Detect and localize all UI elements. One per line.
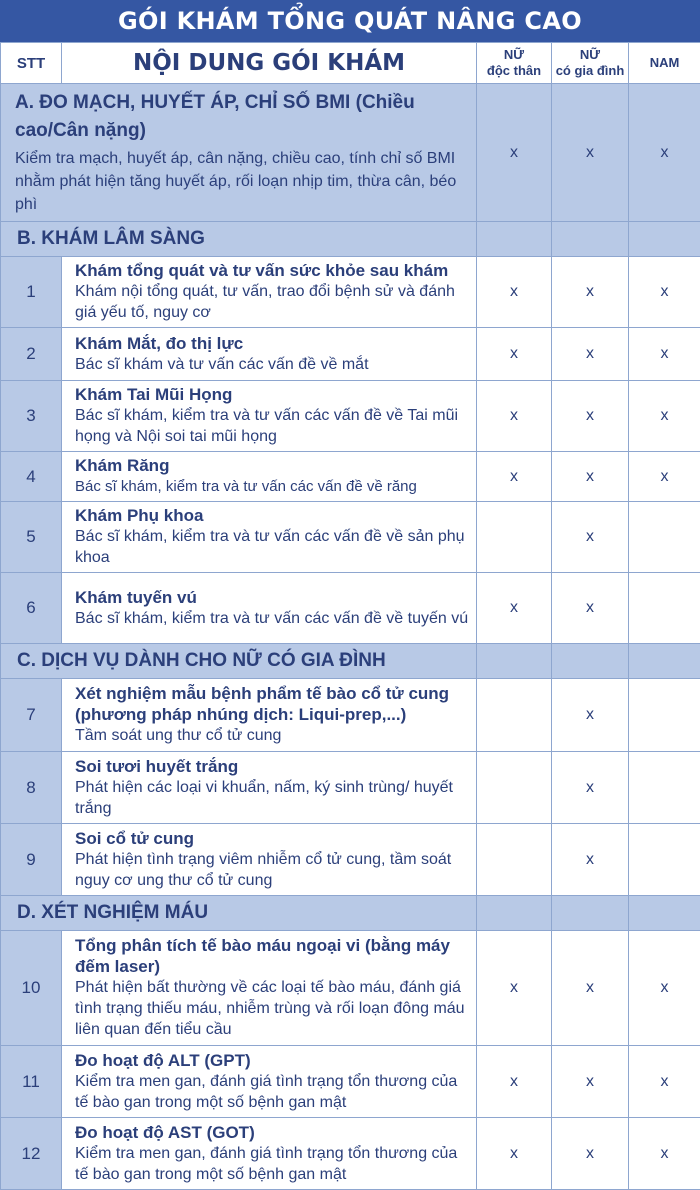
item-name: Khám Tai Mũi Họng	[75, 384, 472, 405]
item-desc: Kiểm tra men gan, đánh giá tình trạng tổn thương của tế bào gan trong một số bệnh gan mật	[75, 1071, 472, 1113]
mark-single-female: x	[477, 257, 552, 328]
table-row	[1, 573, 700, 644]
table-row	[1, 679, 700, 752]
mark-married-female: x	[552, 84, 629, 222]
section-d-blank	[552, 896, 629, 931]
mark-single-female	[477, 752, 552, 824]
row-number: 9	[1, 824, 62, 896]
mark-married-female: x	[552, 452, 629, 502]
table-row	[1, 931, 700, 1046]
section-d-blank	[629, 896, 700, 931]
mark-male	[629, 573, 700, 644]
item-name: Đo hoạt độ ALT (GPT)	[75, 1050, 472, 1071]
header-row	[1, 43, 700, 84]
item-name: Soi cổ tử cung	[75, 828, 472, 849]
section-a-cell	[1, 84, 477, 222]
mark-married-female: x	[552, 752, 629, 824]
item-name: Tổng phân tích tế bào máu ngoại vi (bằng máy đếm laser)	[75, 935, 472, 977]
item-desc: Bác sĩ khám và tư vấn các vấn đề về mắt	[75, 354, 472, 375]
section-c-blank	[552, 644, 629, 679]
section-d-row	[1, 896, 700, 931]
mark-married-female: x	[552, 1046, 629, 1118]
mark-male: x	[629, 381, 700, 452]
row-number: 7	[1, 679, 62, 752]
item-desc: Phát hiện tình trạng viêm nhiễm cổ tử cung, tầm soát nguy cơ ung thư cổ tử cung	[75, 849, 472, 891]
row-number: 11	[1, 1046, 62, 1118]
row-content	[62, 257, 477, 328]
mark-married-female: x	[552, 381, 629, 452]
row-number: 10	[1, 931, 62, 1046]
item-name: Soi tươi huyết trắng	[75, 756, 472, 777]
mark-married-female: x	[552, 679, 629, 752]
item-desc: Phát hiện các loại vi khuẩn, nấm, ký sinh trùng/ huyết trắng	[75, 777, 472, 819]
mark-single-female	[477, 502, 552, 573]
mark-single-female	[477, 679, 552, 752]
mark-single-female: x	[477, 328, 552, 381]
table-row	[1, 824, 700, 896]
mark-single-female: x	[477, 452, 552, 502]
row-content	[62, 1118, 477, 1190]
mark-male: x	[629, 84, 700, 222]
section-b-title: B. KHÁM LÂM SÀNG	[1, 222, 477, 257]
mark-married-female: x	[552, 1118, 629, 1190]
section-c-title: C. DỊCH VỤ DÀNH CHO NỮ CÓ GIA ĐÌNH	[1, 644, 477, 679]
mark-married-female: x	[552, 573, 629, 644]
item-desc: Bác sĩ khám, kiểm tra và tư vấn các vấn đề về Tai mũi họng và Nội soi tai mũi họng	[75, 405, 472, 447]
mark-married-female: x	[552, 502, 629, 573]
item-name: Đo hoạt độ AST (GOT)	[75, 1122, 472, 1143]
row-content	[62, 679, 477, 752]
table-row	[1, 1046, 700, 1118]
mark-male	[629, 824, 700, 896]
row-content	[62, 824, 477, 896]
row-content	[62, 381, 477, 452]
mark-single-female	[477, 824, 552, 896]
section-d-title: D. XÉT NGHIỆM MÁU	[1, 896, 477, 931]
mark-male	[629, 752, 700, 824]
row-number: 2	[1, 328, 62, 381]
row-content	[62, 1046, 477, 1118]
mark-male: x	[629, 452, 700, 502]
section-c-blank	[629, 644, 700, 679]
row-number: 6	[1, 573, 62, 644]
mark-married-female: x	[552, 328, 629, 381]
mark-single-female: x	[477, 381, 552, 452]
section-c-blank	[477, 644, 552, 679]
header-single-female-line2: độc thân	[477, 63, 551, 79]
row-number: 8	[1, 752, 62, 824]
mark-male: x	[629, 257, 700, 328]
item-desc: Bác sĩ khám, kiểm tra và tư vấn các vấn đề về răng	[75, 476, 472, 497]
item-desc: Kiểm tra men gan, đánh giá tình trạng tổn thương của tế bào gan trong một số bệnh gan mật	[75, 1143, 472, 1185]
header-single-female-line1: NỮ	[477, 47, 551, 63]
row-content	[62, 328, 477, 381]
mark-male	[629, 679, 700, 752]
row-content	[62, 752, 477, 824]
row-content	[62, 502, 477, 573]
item-desc: Bác sĩ khám, kiểm tra và tư vấn các vấn đề về tuyến vú	[75, 608, 472, 629]
row-content	[62, 452, 477, 502]
item-name: Xét nghiệm mẫu bệnh phẩm tế bào cổ tử cung (phương pháp nhúng dịch: Liqui-prep,...)	[75, 683, 472, 725]
mark-male: x	[629, 931, 700, 1046]
page-title: GÓI KHÁM TỔNG QUÁT NÂNG CAO	[0, 0, 700, 42]
item-desc: Tầm soát ung thư cổ tử cung	[75, 725, 472, 746]
section-b-blank	[629, 222, 700, 257]
table-row	[1, 452, 700, 502]
mark-single-female: x	[477, 931, 552, 1046]
mark-male: x	[629, 1046, 700, 1118]
mark-male	[629, 502, 700, 573]
row-number: 5	[1, 502, 62, 573]
section-d-blank	[477, 896, 552, 931]
section-b-blank	[477, 222, 552, 257]
header-content: NỘI DUNG GÓI KHÁM	[62, 43, 477, 84]
row-number: 12	[1, 1118, 62, 1190]
section-a-title: A. ĐO MẠCH, HUYẾT ÁP, CHỈ SỐ BMI (Chiều cao/Cân nặng)	[15, 89, 470, 145]
item-desc: Khám nội tổng quát, tư vấn, trao đổi bệnh sử và đánh giá yếu tố, nguy cơ	[75, 281, 472, 323]
row-content	[62, 573, 477, 644]
table-row	[1, 328, 700, 381]
section-b-blank	[552, 222, 629, 257]
item-desc: Phát hiện bất thường về các loại tế bào máu, đánh giá tình trạng thiếu máu, nhiễm trùng và rối loạn đông máu liên quan đến tiểu cầu	[75, 977, 472, 1040]
row-number: 4	[1, 452, 62, 502]
item-name: Khám Mắt, đo thị lực	[75, 333, 472, 354]
mark-single-female: x	[477, 1118, 552, 1190]
mark-male: x	[629, 1118, 700, 1190]
mark-married-female: x	[552, 931, 629, 1046]
row-number: 1	[1, 257, 62, 328]
header-married-female-line2: có gia đình	[552, 63, 628, 79]
row-content	[62, 931, 477, 1046]
mark-single-female: x	[477, 1046, 552, 1118]
table-row	[1, 1118, 700, 1190]
item-name: Khám Răng	[75, 455, 472, 476]
header-stt: STT	[1, 43, 62, 84]
table-row	[1, 752, 700, 824]
mark-married-female: x	[552, 824, 629, 896]
table-row	[1, 381, 700, 452]
section-a-row	[1, 84, 700, 222]
mark-single-female: x	[477, 573, 552, 644]
mark-male: x	[629, 328, 700, 381]
header-married-female-line1: NỮ	[552, 47, 628, 63]
header-single-female	[477, 43, 552, 84]
section-b-row	[1, 222, 700, 257]
row-number: 3	[1, 381, 62, 452]
header-male: NAM	[629, 43, 700, 84]
item-name: Khám Phụ khoa	[75, 505, 472, 526]
exam-package-table	[0, 42, 700, 1190]
table-row	[1, 502, 700, 573]
section-a-desc: Kiểm tra mạch, huyết áp, cân nặng, chiều cao, tính chỉ số BMI nhằm phát hiện tăng huyết áp, rối loạn nhịp tim, thừa cân, béo phì	[15, 147, 470, 216]
item-name: Khám tổng quát và tư vấn sức khỏe sau khám	[75, 260, 472, 281]
table-row	[1, 257, 700, 328]
header-married-female	[552, 43, 629, 84]
mark-married-female: x	[552, 257, 629, 328]
mark-single-female: x	[477, 84, 552, 222]
item-desc: Bác sĩ khám, kiểm tra và tư vấn các vấn đề về sản phụ khoa	[75, 526, 472, 568]
section-c-row	[1, 644, 700, 679]
item-name: Khám tuyến vú	[75, 587, 472, 608]
